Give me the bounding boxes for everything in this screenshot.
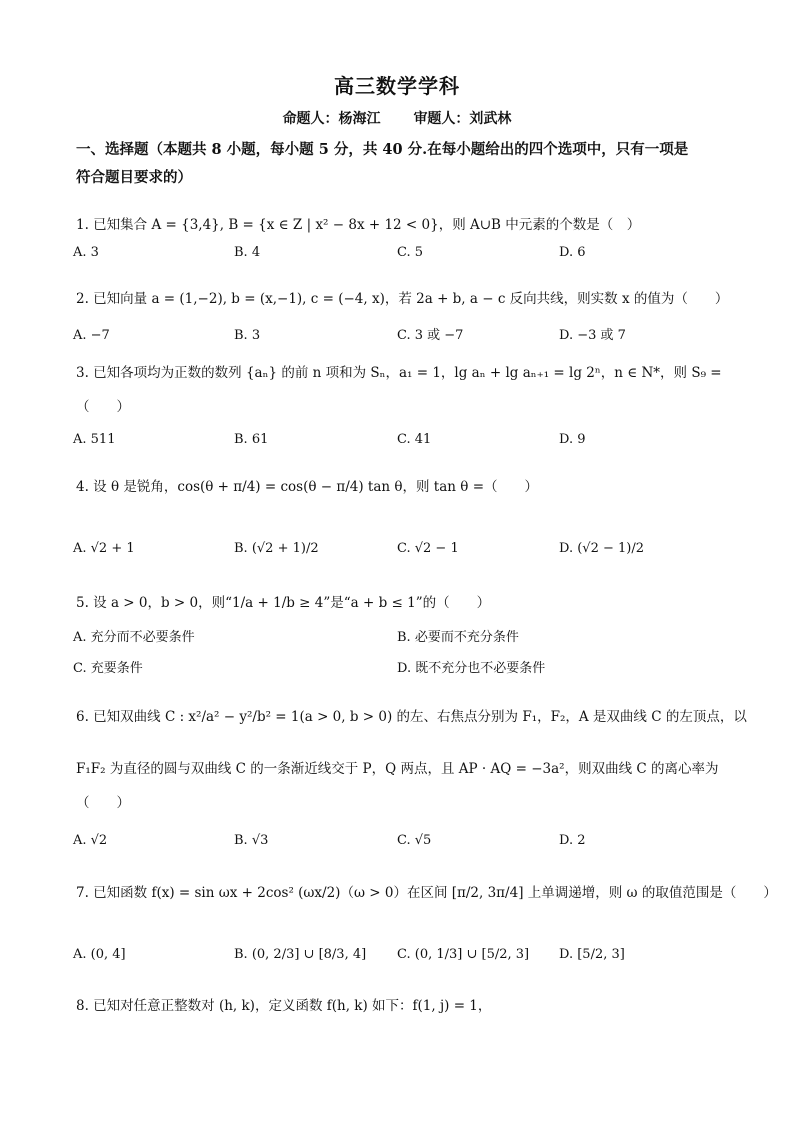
- question-7-option-b: B. (0, 2/3] ∪ [8/3, 4]: [234, 947, 367, 962]
- question-1-option-d: D. 6: [559, 245, 586, 260]
- question-6-option-a: A. √2: [73, 833, 108, 848]
- question-1-text: 1. 已知集合 A = {3,4}, B = {x ∈ Z | x² − 8x + 12 < 0}，则 A∪B 中元素的个数是（ ）: [76, 217, 641, 233]
- question-7-option-c: C. (0, 1/3] ∪ [5/2, 3]: [397, 947, 530, 962]
- authors-line: [0, 108, 794, 128]
- question-2-option-c: C. 3 或 −7: [397, 328, 464, 343]
- question-3-option-b: B. 61: [234, 432, 269, 447]
- question-5-option-d: D. 既不充分也不必要条件: [397, 661, 546, 676]
- question-1-option-a: A. 3: [73, 245, 99, 260]
- question-3-text-cont: （ ）: [76, 399, 130, 415]
- question-7-option-a: A. (0, 4]: [73, 947, 126, 962]
- question-4-option-a: A. √2 + 1: [73, 541, 135, 556]
- page-title: 高三数学学科: [334, 74, 460, 98]
- question-6-text: 6. 已知双曲线 C : x²/a² − y²/b² = 1(a > 0, b > 0) 的左、右焦点分别为 F₁，F₂，A 是双曲线 C 的左顶点，以: [76, 709, 747, 725]
- question-4-option-b: B. (√2 + 1)/2: [234, 541, 319, 556]
- question-6-option-d: D. 2: [559, 833, 586, 848]
- question-4-option-c: C. √2 − 1: [397, 541, 459, 556]
- question-3-option-c: C. 41: [397, 432, 432, 447]
- question-2-option-a: A. −7: [73, 328, 110, 343]
- question-1-option-c: C. 5: [397, 245, 424, 260]
- question-1-option-b: B. 4: [234, 245, 261, 260]
- reviewer-name: 审题人：刘武林: [413, 111, 512, 127]
- question-5-text: 5. 设 a > 0，b > 0，则“1/a + 1/b ≥ 4”是“a + b ≤ 1”的（ ）: [76, 595, 491, 611]
- question-6-option-b: B. √3: [234, 833, 269, 848]
- question-7-text: 7. 已知函数 f(x) = sin ωx + 2cos² (ωx/2)（ω > 0）在区间 [π/2, 3π/4] 上单调递增，则 ω 的取值范围是（ ）: [76, 885, 777, 901]
- question-4-text: 4. 设 θ 是锐角，cos(θ + π/4) = cos(θ − π/4) tan θ，则 tan θ =（ ）: [76, 479, 538, 495]
- question-7-option-d: D. [5/2, 3]: [559, 947, 625, 962]
- question-4-option-d: D. (√2 − 1)/2: [559, 541, 645, 556]
- question-6-text-cont2: （ ）: [76, 795, 130, 811]
- question-6-text-cont: F₁F₂ 为直径的圆与双曲线 C 的一条渐近线交于 P，Q 两点，且 AP · AQ = −3a²，则双曲线 C 的离心率为: [76, 761, 719, 777]
- question-8-text: 8. 已知对任意正整数对 (h, k)，定义函数 f(h, k) 如下：f(1, j) = 1，: [76, 998, 492, 1014]
- question-2-option-d: D. −3 或 7: [559, 328, 626, 343]
- question-5-option-b: B. 必要而不充分条件: [397, 630, 519, 645]
- setter-name: 命题人：杨海江: [282, 111, 381, 127]
- question-2-text: 2. 已知向量 a = (1,−2), b = (x,−1), c = (−4, x)，若 2a + b, a − c 反向共线，则实数 x 的值为（ ）: [76, 291, 729, 307]
- question-5-option-a: A. 充分而不必要条件: [73, 630, 195, 645]
- section-header-line1: 一、选择题（本题共 8 小题，每小题 5 分，共 40 分.在每小题给出的四个选项中，只有一项是: [76, 141, 689, 158]
- question-3-text: 3. 已知各项均为正数的数列 {aₙ} 的前 n 项和为 Sₙ，a₁ = 1，lg aₙ + lg aₙ₊₁ = lg 2ⁿ，n ∈ N*，则 S₉ =: [76, 365, 722, 381]
- question-6-option-c: C. √5: [397, 833, 432, 848]
- question-3-option-a: A. 511: [73, 432, 116, 447]
- question-3-option-d: D. 9: [559, 432, 586, 447]
- section-header: [76, 136, 726, 192]
- question-5-option-c: C. 充要条件: [73, 661, 143, 676]
- question-2-option-b: B. 3: [234, 328, 261, 343]
- section-header-line2: 符合题目要求的）: [76, 169, 192, 186]
